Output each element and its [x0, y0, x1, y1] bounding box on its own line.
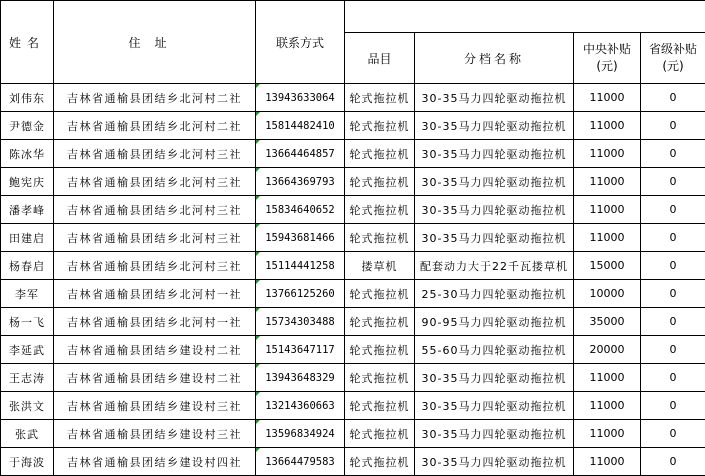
header-category: 品目 — [345, 33, 415, 84]
cell-phone: 13596834924 — [256, 420, 345, 448]
cell-phone: 15814482410 — [256, 112, 345, 140]
cell-name: 张武 — [1, 420, 54, 448]
cell-central-subsidy: 11000 — [574, 448, 641, 476]
cell-central-subsidy: 11000 — [574, 140, 641, 168]
cell-address: 吉林省通榆县团结乡北河村一社 — [54, 280, 256, 308]
cell-name: 李军 — [1, 280, 54, 308]
table-row — [1, 392, 705, 420]
cell-provincial-subsidy: 0 — [641, 448, 705, 476]
cell-address: 吉林省通榆县团结乡建设村四社 — [54, 448, 256, 476]
header-address: 住址 — [54, 1, 256, 84]
cell-category: 轮式拖拉机 — [345, 168, 415, 196]
cell-grade: 30-35马力四轮驱动拖拉机 — [415, 392, 574, 420]
cell-name: 刘伟东 — [1, 84, 54, 112]
cell-grade: 30-35马力四轮驱动拖拉机 — [415, 84, 574, 112]
cell-name: 潘孝峰 — [1, 196, 54, 224]
cell-address: 吉林省通榆县团结乡北河村二社 — [54, 112, 256, 140]
cell-category: 轮式拖拉机 — [345, 336, 415, 364]
cell-provincial-subsidy: 0 — [641, 308, 705, 336]
cell-central-subsidy: 35000 — [574, 308, 641, 336]
header-provincial-subsidy — [641, 33, 705, 84]
cell-category: 轮式拖拉机 — [345, 280, 415, 308]
cell-provincial-subsidy: 0 — [641, 336, 705, 364]
cell-grade: 30-35马力四轮驱动拖拉机 — [415, 196, 574, 224]
cell-central-subsidy: 11000 — [574, 196, 641, 224]
cell-phone: 15143647117 — [256, 336, 345, 364]
cell-central-subsidy: 11000 — [574, 420, 641, 448]
cell-category: 轮式拖拉机 — [345, 308, 415, 336]
cell-name: 杨一飞 — [1, 308, 54, 336]
cell-name: 杨春启 — [1, 252, 54, 280]
cell-provincial-subsidy: 0 — [641, 196, 705, 224]
cell-phone: 15834640652 — [256, 196, 345, 224]
table-row — [1, 112, 705, 140]
table-row — [1, 336, 705, 364]
cell-phone: 13664369793 — [256, 168, 345, 196]
cell-name: 于海波 — [1, 448, 54, 476]
cell-address: 吉林省通榆县团结乡北河村三社 — [54, 224, 256, 252]
cell-category: 轮式拖拉机 — [345, 224, 415, 252]
cell-name: 张洪文 — [1, 392, 54, 420]
header-row-1 — [1, 1, 705, 33]
table-row — [1, 364, 705, 392]
table-row — [1, 168, 705, 196]
table-row — [1, 280, 705, 308]
cell-provincial-subsidy: 0 — [641, 112, 705, 140]
cell-address: 吉林省通榆县团结乡建设村二社 — [54, 364, 256, 392]
cell-category: 轮式拖拉机 — [345, 140, 415, 168]
cell-name: 鲍宪庆 — [1, 168, 54, 196]
cell-category: 轮式拖拉机 — [345, 84, 415, 112]
header-provincial-subsidy-line1: 省级补贴 — [641, 41, 705, 58]
table-row — [1, 196, 705, 224]
cell-central-subsidy: 11000 — [574, 392, 641, 420]
header-central-subsidy-line2: (元) — [574, 58, 640, 75]
cell-grade: 配套动力大于22千瓦搂草机 — [415, 252, 574, 280]
table-row — [1, 140, 705, 168]
cell-phone: 13214360663 — [256, 392, 345, 420]
cell-grade: 30-35马力四轮驱动拖拉机 — [415, 168, 574, 196]
cell-category: 轮式拖拉机 — [345, 364, 415, 392]
table-row — [1, 84, 705, 112]
header-central-subsidy-line1: 中央补贴 — [574, 41, 640, 58]
cell-address: 吉林省通榆县团结乡建设村三社 — [54, 392, 256, 420]
cell-name: 李延武 — [1, 336, 54, 364]
cell-category: 搂草机 — [345, 252, 415, 280]
cell-name: 陈冰华 — [1, 140, 54, 168]
cell-grade: 30-35马力四轮驱动拖拉机 — [415, 112, 574, 140]
cell-grade: 30-35马力四轮驱动拖拉机 — [415, 224, 574, 252]
cell-provincial-subsidy: 0 — [641, 420, 705, 448]
cell-category: 轮式拖拉机 — [345, 420, 415, 448]
cell-category: 轮式拖拉机 — [345, 112, 415, 140]
cell-address: 吉林省通榆县团结乡建设村二社 — [54, 336, 256, 364]
cell-grade: 25-30马力四轮驱动拖拉机 — [415, 280, 574, 308]
cell-grade: 30-35马力四轮驱动拖拉机 — [415, 140, 574, 168]
cell-central-subsidy: 11000 — [574, 112, 641, 140]
cell-category: 轮式拖拉机 — [345, 196, 415, 224]
table-row — [1, 308, 705, 336]
cell-address: 吉林省通榆县团结乡北河村三社 — [54, 252, 256, 280]
cell-address: 吉林省通榆县团结乡北河村二社 — [54, 84, 256, 112]
cell-grade: 55-60马力四轮驱动拖拉机 — [415, 336, 574, 364]
cell-address: 吉林省通榆县团结乡北河村三社 — [54, 140, 256, 168]
cell-phone: 15114441258 — [256, 252, 345, 280]
cell-central-subsidy: 10000 — [574, 280, 641, 308]
table-row — [1, 420, 705, 448]
table-row — [1, 224, 705, 252]
header-contact: 联系方式 — [256, 1, 345, 84]
header-name: 姓名 — [1, 1, 54, 84]
cell-central-subsidy: 11000 — [574, 168, 641, 196]
cell-provincial-subsidy: 0 — [641, 168, 705, 196]
header-grade-name: 分档名称 — [415, 33, 574, 84]
table-row — [1, 252, 705, 280]
cell-provincial-subsidy: 0 — [641, 364, 705, 392]
cell-central-subsidy: 11000 — [574, 224, 641, 252]
cell-phone: 13664464857 — [256, 140, 345, 168]
cell-phone: 15943681466 — [256, 224, 345, 252]
cell-phone: 13943648329 — [256, 364, 345, 392]
cell-provincial-subsidy: 0 — [641, 252, 705, 280]
cell-provincial-subsidy: 0 — [641, 84, 705, 112]
cell-provincial-subsidy: 0 — [641, 224, 705, 252]
cell-phone: 15734303488 — [256, 308, 345, 336]
header-central-subsidy — [574, 33, 641, 84]
cell-grade: 90-95马力四轮驱动拖拉机 — [415, 308, 574, 336]
cell-address: 吉林省通榆县团结乡北河村三社 — [54, 196, 256, 224]
cell-address: 吉林省通榆县团结乡北河村一社 — [54, 308, 256, 336]
cell-name: 尹德金 — [1, 112, 54, 140]
cell-category: 轮式拖拉机 — [345, 448, 415, 476]
cell-central-subsidy: 20000 — [574, 336, 641, 364]
cell-name: 田建启 — [1, 224, 54, 252]
cell-grade: 30-35马力四轮驱动拖拉机 — [415, 420, 574, 448]
cell-category: 轮式拖拉机 — [345, 392, 415, 420]
cell-phone: 13943633064 — [256, 84, 345, 112]
cell-provincial-subsidy: 0 — [641, 392, 705, 420]
cell-name: 王志涛 — [1, 364, 54, 392]
cell-provincial-subsidy: 0 — [641, 280, 705, 308]
cell-phone: 13766125260 — [256, 280, 345, 308]
cell-grade: 30-35马力四轮驱动拖拉机 — [415, 448, 574, 476]
cell-grade: 30-35马力四轮驱动拖拉机 — [415, 364, 574, 392]
header-blank — [345, 1, 705, 33]
cell-provincial-subsidy: 0 — [641, 140, 705, 168]
table-row — [1, 448, 705, 476]
cell-address: 吉林省通榆县团结乡建设村三社 — [54, 420, 256, 448]
cell-central-subsidy: 11000 — [574, 364, 641, 392]
cell-central-subsidy: 15000 — [574, 252, 641, 280]
header-provincial-subsidy-line2: (元) — [641, 58, 705, 75]
cell-central-subsidy: 11000 — [574, 84, 641, 112]
cell-phone: 13664479583 — [256, 448, 345, 476]
cell-address: 吉林省通榆县团结乡北河村三社 — [54, 168, 256, 196]
